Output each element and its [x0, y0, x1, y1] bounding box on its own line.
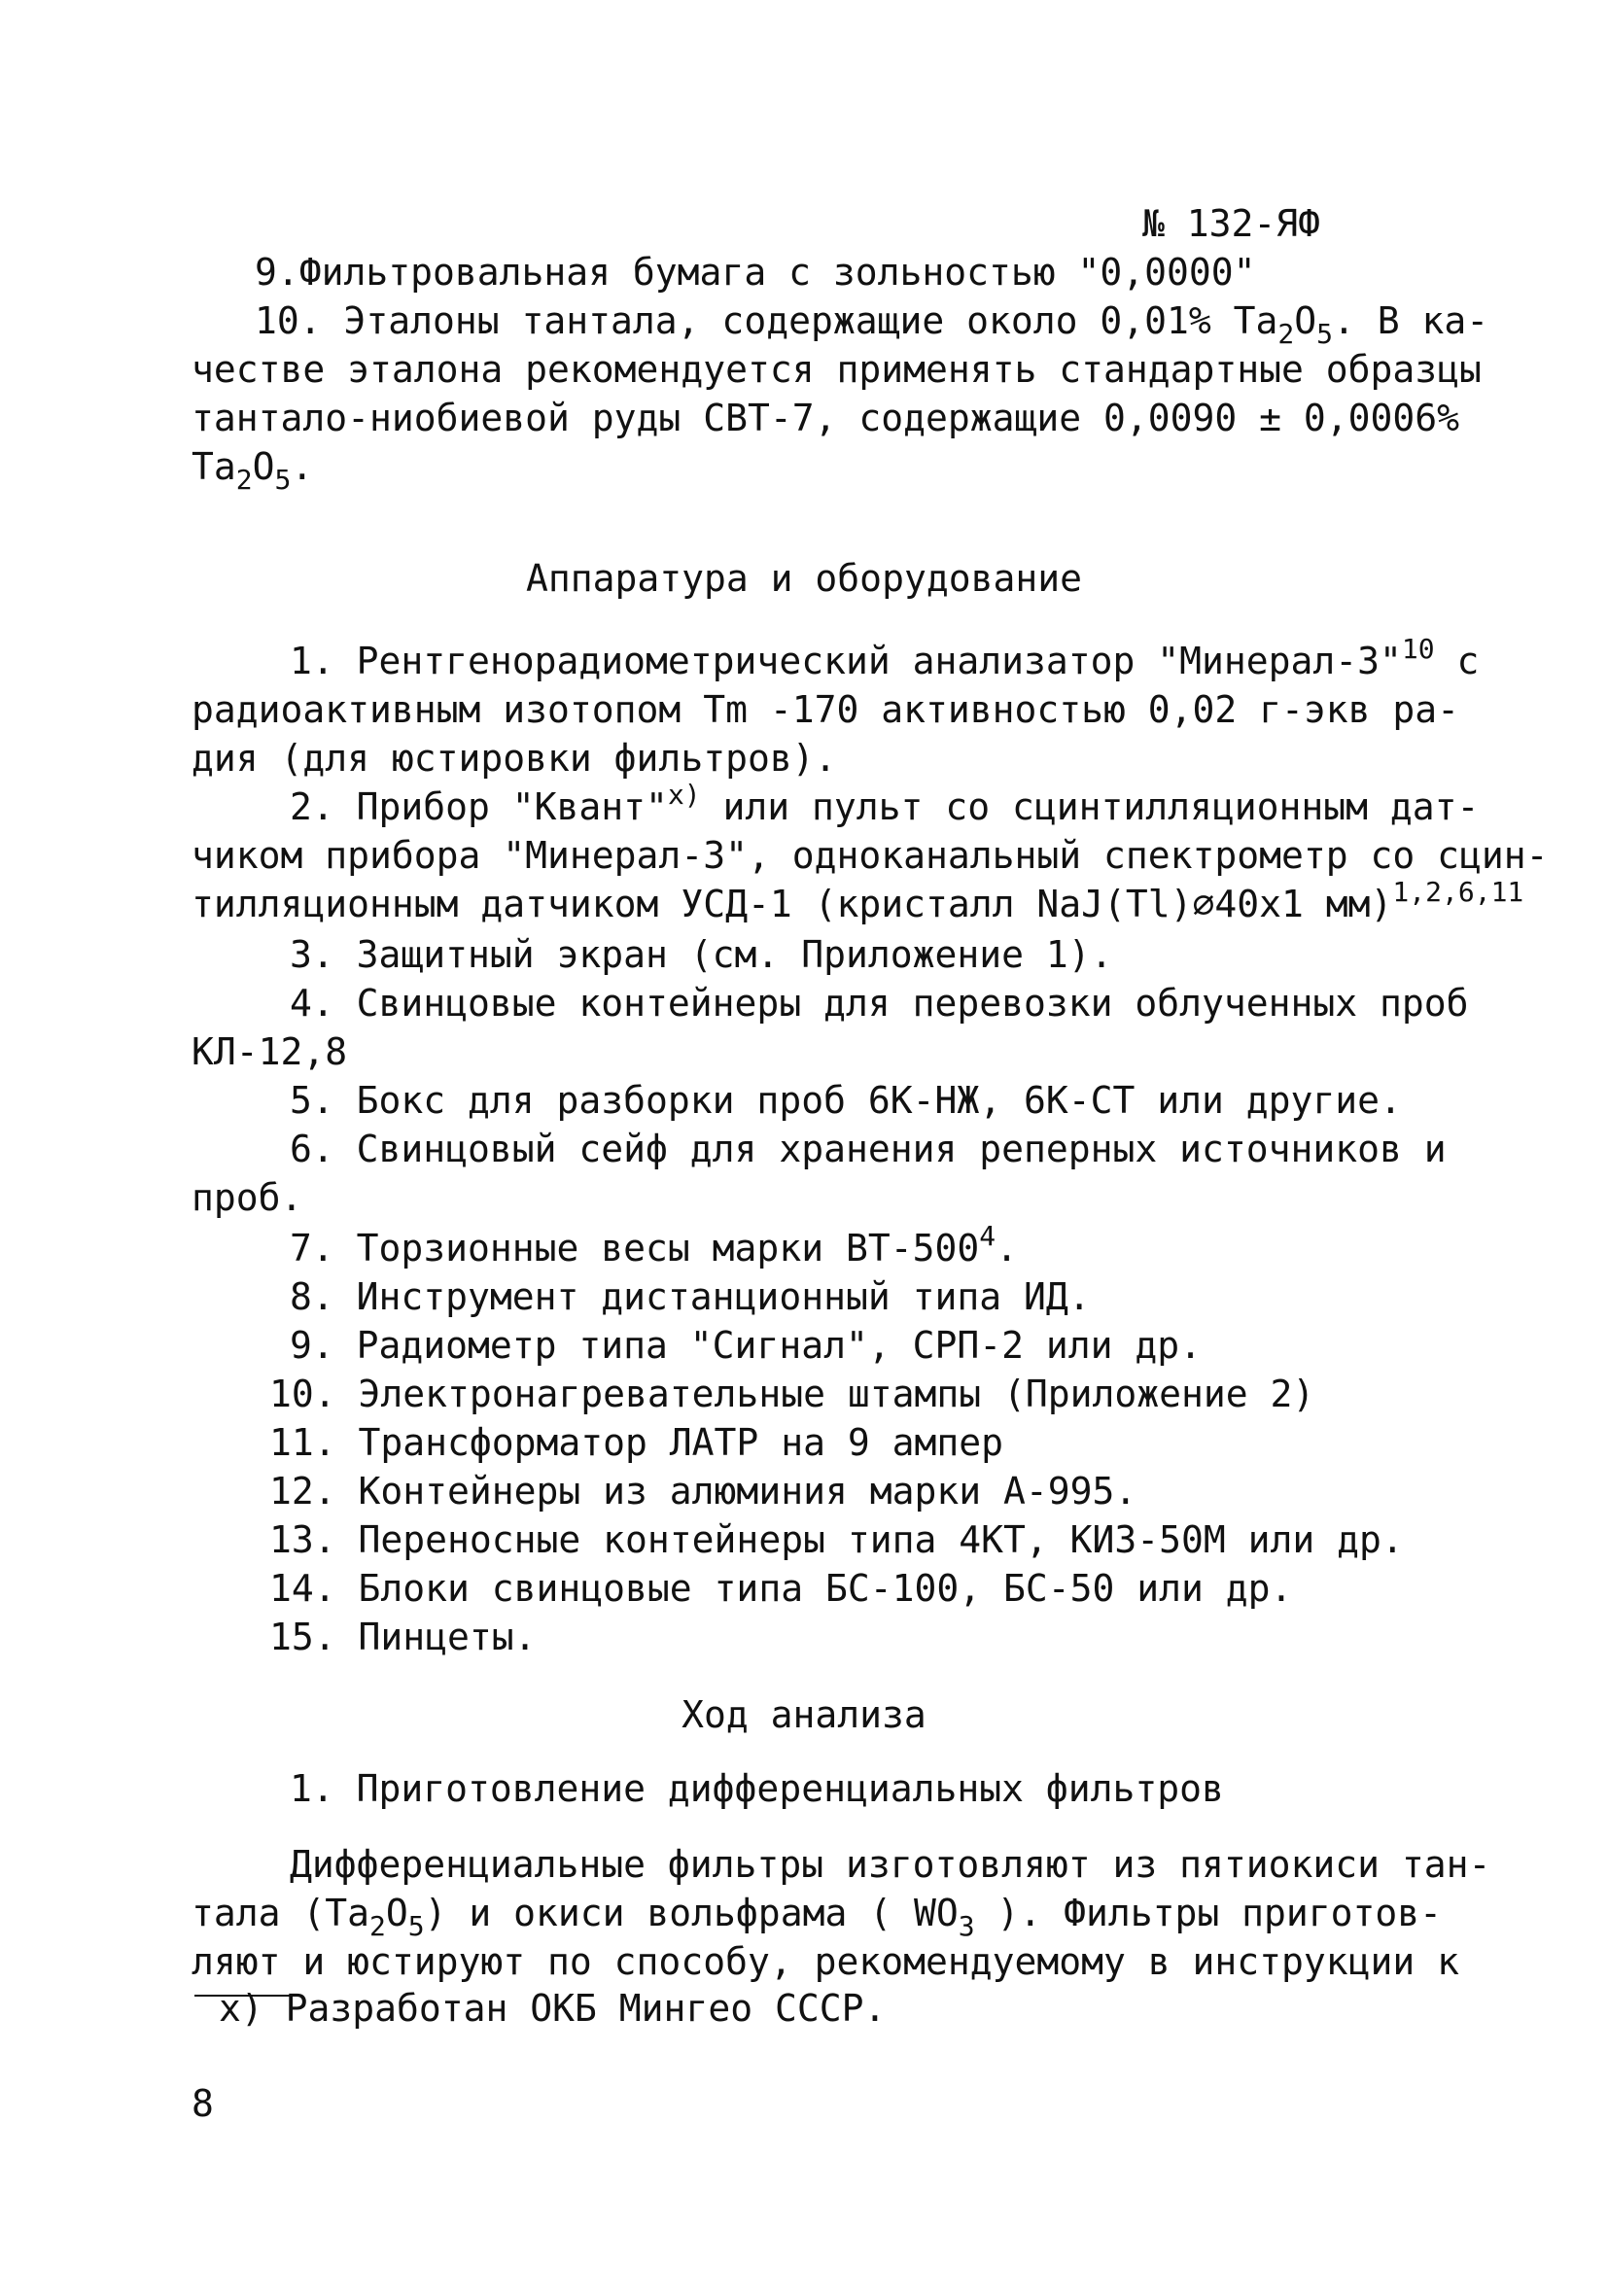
- reagent-item-10-line3: тантало-ниобиевой руды СВТ-7, содержащие 0,0090 ± 0,0006%: [192, 397, 1460, 439]
- equipment-item-5: 5. Бокс для разборки проб 6К-НЖ, 6К-СТ или другие.: [290, 1079, 1402, 1122]
- analysis-paragraph-line1: Дифференциальные фильтры изготовляют из пятиокиси тан-: [290, 1843, 1491, 1886]
- page-number: 8: [192, 2082, 214, 2125]
- equipment-item-2-line3: тилляционным датчиком УСД-1 (кристалл NaJ(Tl)⌀40x1 мм)$^{1,2,6,11}$: [192, 876, 1524, 925]
- equipment-item-14: 14. Блоки свинцовые типа БС-100, БС-50 или др.: [269, 1567, 1293, 1610]
- equipment-item-2-line2: чиком прибора "Минерал-3", одноканальный спектрометр со сцин-: [192, 834, 1549, 877]
- equipment-item-3: 3. Защитный экран (см. Приложение 1).: [290, 933, 1113, 976]
- equipment-item-13: 13. Переносные контейнеры типа 4КТ, КИЗ-50М или др.: [269, 1518, 1404, 1561]
- doc-number: № 132-ЯФ: [1142, 202, 1321, 245]
- equipment-item-9: 9. Радиометр типа "Сигнал", СРП-2 или др.: [290, 1324, 1202, 1367]
- equipment-item-10: 10. Электронагревательные штампы (Приложение 2): [269, 1373, 1315, 1415]
- analysis-subheading-1: 1. Приготовление дифференциальных фильтров: [290, 1767, 1224, 1810]
- equipment-item-1-line1: 1. Рентгенорадиометрический анализатор "Минерал-3"$^{10}$ с: [290, 633, 1480, 682]
- equipment-item-12: 12. Контейнеры из алюминия марки А-995.: [269, 1470, 1137, 1513]
- equipment-item-4-line1: 4. Свинцовые контейнеры для перевозки облученных проб: [290, 982, 1469, 1025]
- footnote: x) Разработан ОКБ Мингео СССР.: [219, 1987, 887, 2030]
- reagent-item-10-line4: $Ta_2O_5$.: [192, 445, 314, 496]
- reagent-item-10-line1: 10. Эталоны тантала, содержащие около 0,01% $Ta_2O_5$. В ка-: [255, 299, 1489, 350]
- reagent-item-10-line2: честве эталона рекомендуется применять стандартные образцы: [192, 348, 1482, 391]
- equipment-item-7: 7. Торзионные весы марки $ВТ-500^4$.: [290, 1220, 1018, 1270]
- equipment-item-8: 8. Инструмент дистанционный типа ИД.: [290, 1275, 1091, 1318]
- equipment-item-1-line2: радиоактивным изотопом Tm -170 активностью 0,02 г-экв ра-: [192, 688, 1460, 731]
- equipment-item-1-line3: дия (для юстировки фильтров).: [192, 737, 837, 780]
- reagent-item-9: 9.Фильтровальная бумага с зольностью "0,0000": [255, 251, 1256, 294]
- section-title-analysis: Ход анализа: [682, 1693, 926, 1736]
- equipment-item-11: 11. Трансформатор ЛАТР на 9 ампер: [269, 1421, 1003, 1464]
- equipment-item-6-line2: проб.: [192, 1176, 303, 1219]
- equipment-item-6-line1: 6. Свинцовый сейф для хранения реперных источников и: [290, 1128, 1447, 1170]
- equipment-item-15: 15. Пинцеты.: [269, 1616, 537, 1658]
- analysis-paragraph-line2: тала $(Ta_2O_5)$ и окиси вольфрама ( $WO_3$ ). Фильтры приготов-: [192, 1892, 1443, 1942]
- analysis-paragraph-line3: ляют и юстируют по способу, рекомендуемому в инструкции к: [192, 1940, 1460, 1983]
- section-title-equipment: Аппаратура и оборудование: [526, 557, 1082, 600]
- equipment-item-2-line1: 2. Прибор "Квант"$^{x)}$ или пульт со сцинтилляционным дат-: [290, 779, 1480, 828]
- equipment-item-4-line2: КЛ-12,8: [192, 1030, 348, 1073]
